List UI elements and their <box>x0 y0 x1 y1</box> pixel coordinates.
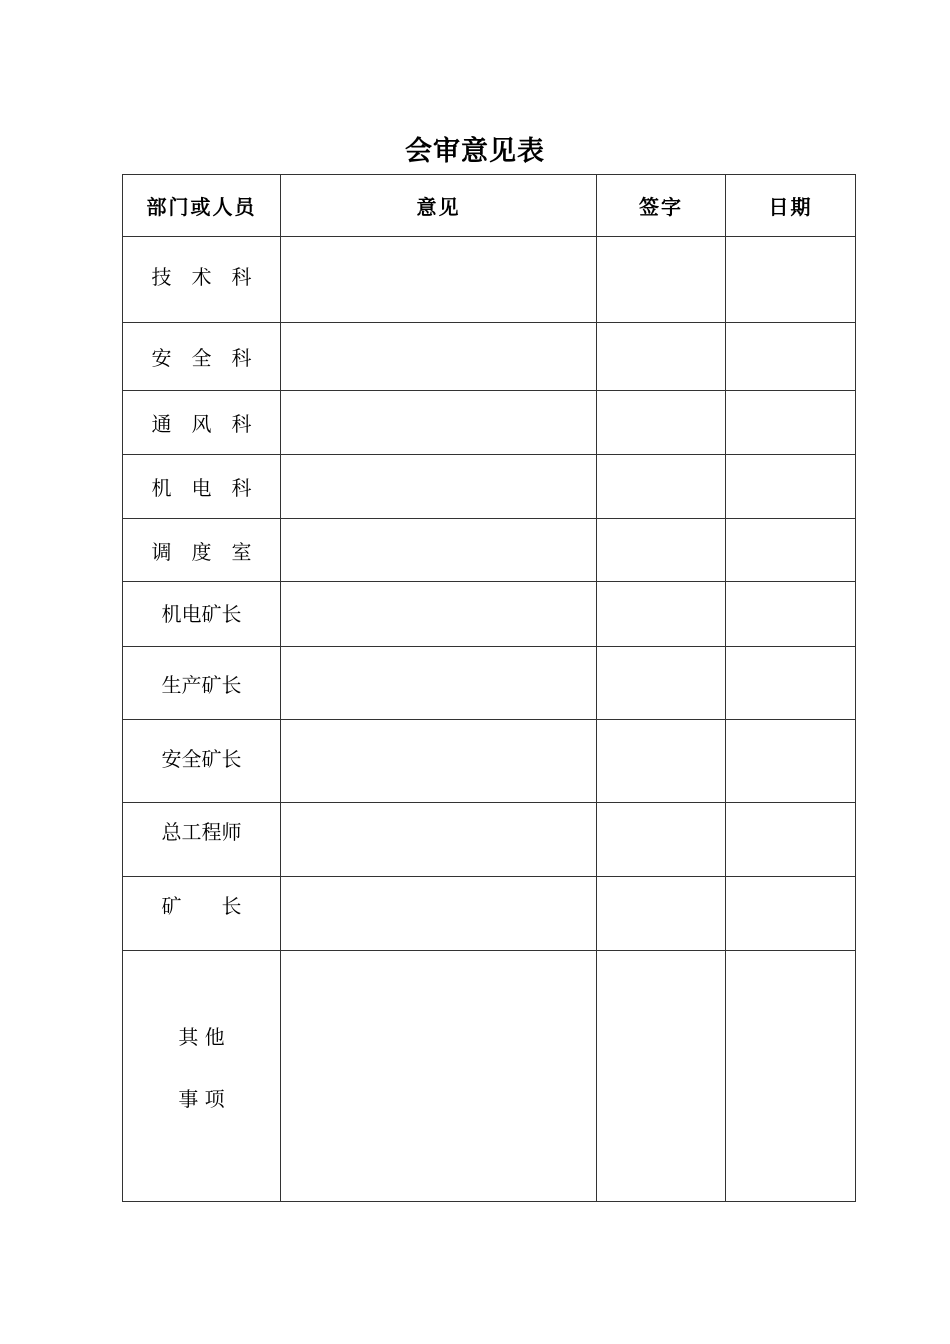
date-cell[interactable] <box>726 455 856 519</box>
row-ventilation-section <box>123 391 856 455</box>
dept-cell: 机电矿长 <box>123 582 281 647</box>
date-cell[interactable] <box>726 803 856 877</box>
opinion-cell[interactable] <box>281 720 597 803</box>
row-other-matters <box>123 951 856 1202</box>
header-opinion: 意见 <box>281 175 597 237</box>
date-cell[interactable] <box>726 391 856 455</box>
row-technical-section <box>123 237 856 323</box>
row-electromechanical-section <box>123 455 856 519</box>
opinion-cell[interactable] <box>281 803 597 877</box>
opinion-cell[interactable] <box>281 951 597 1202</box>
row-dispatch-room <box>123 519 856 582</box>
other-matters-line1: 其 他 <box>178 1025 225 1049</box>
dept-cell: 安全矿长 <box>123 720 281 803</box>
header-signature: 签字 <box>597 175 726 237</box>
header-row <box>123 175 856 237</box>
other-matters-cell <box>123 951 281 1202</box>
row-safety-section <box>123 323 856 391</box>
signature-cell[interactable] <box>597 647 726 720</box>
opinion-cell[interactable] <box>281 877 597 951</box>
opinion-cell[interactable] <box>281 237 597 323</box>
header-dept: 部门或人员 <box>123 175 281 237</box>
date-cell[interactable] <box>726 647 856 720</box>
signature-cell[interactable] <box>597 803 726 877</box>
dept-cell: 安 全 科 <box>123 323 281 391</box>
dept-cell: 矿 长 <box>123 877 281 951</box>
opinion-cell[interactable] <box>281 582 597 647</box>
signature-cell[interactable] <box>597 877 726 951</box>
opinion-cell[interactable] <box>281 647 597 720</box>
date-cell[interactable] <box>726 720 856 803</box>
signature-cell[interactable] <box>597 951 726 1202</box>
date-cell[interactable] <box>726 877 856 951</box>
row-mine-manager <box>123 877 856 951</box>
row-chief-engineer <box>123 803 856 877</box>
review-opinion-table <box>122 174 856 1202</box>
dept-cell: 技 术 科 <box>123 237 281 323</box>
opinion-cell[interactable] <box>281 391 597 455</box>
dept-cell: 调 度 室 <box>123 519 281 582</box>
dept-cell: 机 电 科 <box>123 455 281 519</box>
row-production-mine-manager <box>123 647 856 720</box>
date-cell[interactable] <box>726 237 856 323</box>
signature-cell[interactable] <box>597 582 726 647</box>
row-safety-mine-manager <box>123 720 856 803</box>
dept-cell: 总工程师 <box>123 803 281 877</box>
form-title: 会审意见表 <box>405 136 545 167</box>
opinion-cell[interactable] <box>281 323 597 391</box>
date-cell[interactable] <box>726 323 856 391</box>
signature-cell[interactable] <box>597 323 726 391</box>
signature-cell[interactable] <box>597 720 726 803</box>
signature-cell[interactable] <box>597 455 726 519</box>
row-electromechanical-mine-manager <box>123 582 856 647</box>
dept-cell: 生产矿长 <box>123 647 281 720</box>
dept-cell: 通 风 科 <box>123 391 281 455</box>
signature-cell[interactable] <box>597 237 726 323</box>
signature-cell[interactable] <box>597 519 726 582</box>
date-cell[interactable] <box>726 582 856 647</box>
opinion-cell[interactable] <box>281 455 597 519</box>
date-cell[interactable] <box>726 519 856 582</box>
signature-cell[interactable] <box>597 391 726 455</box>
header-date: 日期 <box>726 175 856 237</box>
opinion-cell[interactable] <box>281 519 597 582</box>
date-cell[interactable] <box>726 951 856 1202</box>
other-matters-line2: 事 项 <box>178 1087 225 1111</box>
